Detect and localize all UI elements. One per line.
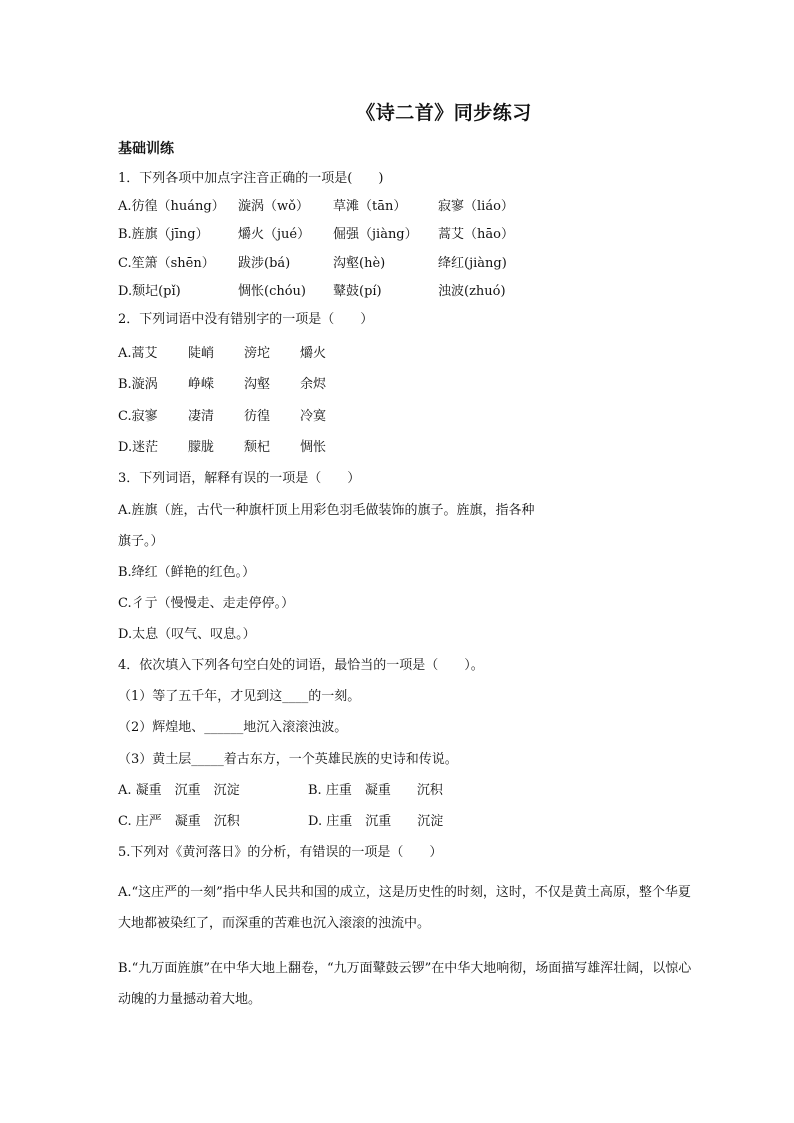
q3-option-a-cont: 旗子。） — [118, 534, 164, 549]
q4-sentence-1: （1）等了五千年，才见到这____的一刻。 — [118, 689, 361, 704]
page-title: 《诗二首》同步练习 — [356, 102, 532, 124]
q4-stem: 4．依次填入下列各句空白处的词语，最恰当的一项是（ ）。 — [118, 658, 484, 673]
q2-option-d: D.迷茫 朦胧 颓杞 惆怅 — [118, 440, 327, 455]
q1-option-c: C.笙箫（shēn） 跋涉(bá) 沟壑(hè) 绛红(jiàng) — [118, 256, 507, 271]
q2-option-c: C.寂寥 凄清 彷徨 冷寞 — [118, 409, 327, 424]
q1-stem: 1．下列各项中加点字注音正确的一项是( ) — [118, 171, 384, 186]
q4-options-ab: A. 凝重 沉重 沉淀 B. 庄重 凝重 沉积 — [118, 783, 443, 798]
q4-sentence-2: （2）辉煌地、______地沉入滚滚浊波。 — [118, 720, 348, 735]
q4-sentence-3: （3）黄土层_____着古东方，一个英雄民族的史诗和传说。 — [118, 752, 458, 767]
q1-option-d: D.颓圮(pǐ) 惆怅(chóu) 鼙鼓(pí) 浊波(zhuó) — [118, 284, 506, 299]
q2-option-b: B.漩涡 峥嵘 沟壑 余烬 — [118, 377, 327, 392]
q2-stem: 2．下列词语中没有错别字的一项是（ ） — [118, 312, 374, 327]
q5-option-b: B.“九万面旌旗”在中华大地上翻卷，“九万面鼙鼓云锣”在中华大地响彻，场面描写雄浑壮阔，以惊心动魄的力量撼动着大地。 — [118, 961, 692, 1007]
q3-stem: 3．下列词语，解释有误的一项是（ ） — [118, 471, 361, 486]
q3-option-b: B.绛红（鲜艳的红色。） — [118, 565, 256, 580]
q5-option-a: A.“这庄严的一刻”指中华人民共和国的成立，这是历史性的时刻，这时，不仅是黄土高原，整个华夏大地都被染红了，而深重的苦难也沉入滚滚的浊流中。 — [118, 885, 691, 931]
q5-stem: 5.下列对《黄河落日》的分析，有错误的一项是（ ） — [118, 845, 443, 860]
q1-option-a: A.彷徨（huáng） 漩涡（wǒ） 草滩（tān） 寂寥（liáo） — [118, 199, 514, 214]
q3-option-d: D.太息（叹气、叹息。） — [118, 627, 256, 642]
q1-option-b: B.旌旗（jīng） 爝火（jué） 倔强（jiàng） 蒿艾（hāo） — [118, 227, 514, 242]
q3-option-a: A.旌旗（旌，古代一种旗杆顶上用彩色羽毛做装饰的旗子。旌旗，指各种 — [118, 503, 535, 518]
q4-options-cd: C. 庄严 凝重 沉积 D. 庄重 沉重 沉淀 — [118, 814, 444, 829]
q3-option-c: C.彳亍（慢慢走、走走停停。） — [118, 596, 295, 611]
q2-option-a: A.蒿艾 陡峭 滂坨 爝火 — [118, 346, 327, 361]
section-heading: 基础训练 — [118, 141, 174, 157]
